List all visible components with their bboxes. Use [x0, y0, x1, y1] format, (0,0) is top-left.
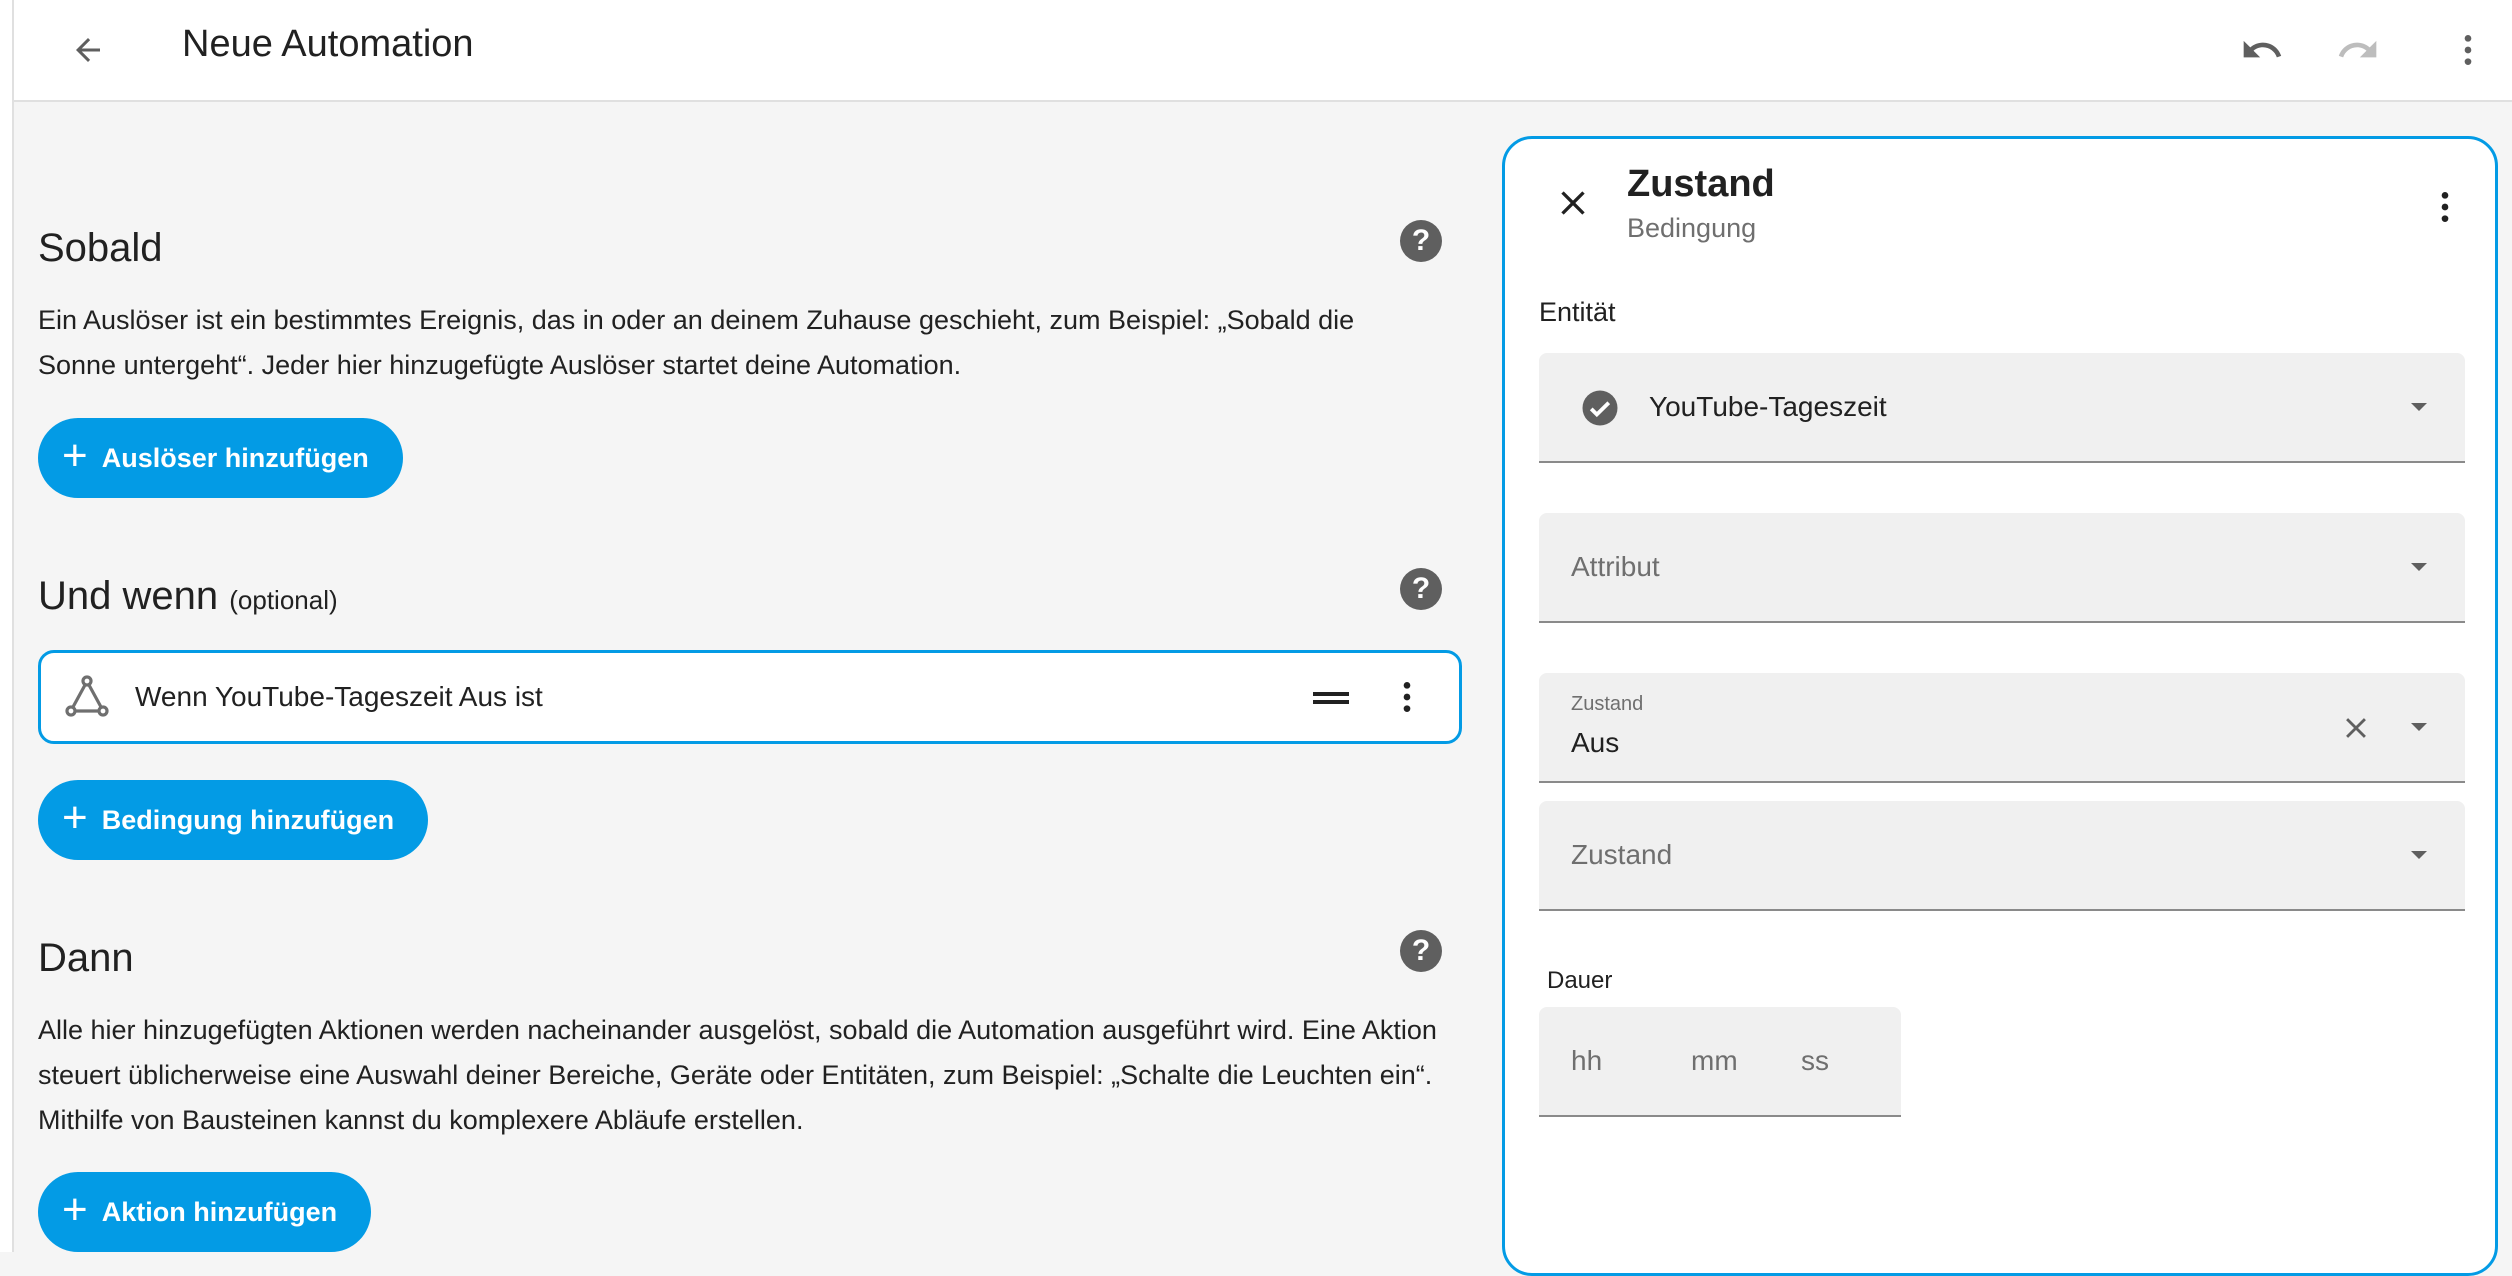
condition-label: Wenn YouTube-Tageszeit Aus ist	[135, 681, 543, 712]
add-trigger-button[interactable]	[38, 418, 403, 498]
dots-vertical-icon	[2448, 30, 2488, 70]
duration-label: Dauer	[1547, 967, 1613, 994]
panel-subtitle: Bedingung	[1627, 213, 1757, 243]
attribute-placeholder: Attribut	[1571, 551, 1660, 582]
condition-editor-panel	[1502, 136, 2498, 1276]
chevron-down-icon	[2411, 723, 2427, 731]
duration-seconds[interactable]: ss	[1801, 1045, 1829, 1076]
state2-select[interactable]	[1539, 801, 2465, 911]
attribute-select[interactable]	[1539, 513, 2465, 623]
actions-heading: Dann	[38, 936, 134, 980]
conditions-help-icon[interactable]: ?	[1400, 568, 1442, 610]
plus-icon: +	[62, 793, 88, 842]
duration-input[interactable]	[1539, 1007, 1901, 1117]
arrow-left-icon	[70, 32, 106, 68]
top-app-bar	[14, 0, 2512, 102]
chevron-down-icon	[2411, 563, 2427, 571]
conditions-optional: (optional)	[229, 585, 338, 615]
redo-button[interactable]	[2328, 20, 2388, 80]
add-condition-button[interactable]	[38, 780, 428, 860]
automation-editor	[14, 102, 1494, 1252]
add-action-label: Aktion hinzufügen	[101, 1196, 338, 1227]
condition-menu-icon[interactable]	[1387, 677, 1427, 717]
check-circle-icon	[1579, 387, 1621, 429]
triggers-heading: Sobald	[38, 226, 163, 270]
entity-picker[interactable]	[1539, 353, 2465, 463]
triggers-help-icon[interactable]: ?	[1400, 220, 1442, 262]
clear-icon[interactable]	[2339, 711, 2373, 745]
plus-icon: +	[62, 1185, 88, 1234]
state2-placeholder: Zustand	[1571, 839, 1673, 870]
close-panel-button[interactable]	[1545, 175, 1601, 231]
add-condition-label: Bedingung hinzufügen	[101, 804, 395, 835]
panel-menu-button[interactable]	[2417, 179, 2473, 235]
state-condition-icon	[63, 673, 111, 721]
duration-minutes[interactable]: mm	[1691, 1045, 1738, 1076]
undo-button[interactable]	[2232, 20, 2292, 80]
conditions-title: Und wenn	[38, 574, 219, 618]
chevron-down-icon	[2411, 851, 2427, 859]
condition-row[interactable]	[38, 650, 1462, 744]
state-value: Aus	[1571, 727, 1620, 758]
redo-icon	[2336, 28, 2380, 72]
triggers-description: Ein Auslöser ist ein bestimmtes Ereignis, das in oder an deinem Zuhause geschieht, zum Beispiel: „Sobald die Sonne untergeht“. Jeder hier hinzugefügte Auslöser startet deine Automation.	[38, 305, 1355, 380]
panel-title: Zustand	[1627, 163, 1775, 205]
chevron-down-icon	[2411, 403, 2427, 411]
conditions-heading	[38, 572, 338, 624]
add-action-button[interactable]	[38, 1172, 371, 1252]
left-rail	[0, 0, 14, 1252]
back-button[interactable]	[60, 22, 116, 78]
plus-icon: +	[62, 431, 88, 480]
actions-help-icon[interactable]: ?	[1400, 930, 1442, 972]
overflow-menu-button[interactable]	[2438, 20, 2498, 80]
dots-vertical-icon	[2425, 187, 2465, 227]
actions-description: Alle hier hinzugefügten Aktionen werden nacheinander ausgelöst, sobald die Automation ausgeführt wird. Eine Aktion steuert üblicherweise eine Auswahl deiner Bereiche, Geräte oder Entitäten, zum Beispiel: „Schalte die Leuchten ein“. Mithilfe von Bausteinen kannst du komplexere Abläufe erstellen.	[38, 1015, 1437, 1135]
page-title: Neue Automation	[182, 23, 474, 65]
entity-value: YouTube-Tageszeit	[1649, 391, 1887, 422]
undo-icon	[2240, 28, 2284, 72]
close-icon	[1553, 183, 1593, 223]
add-trigger-label: Auslöser hinzufügen	[101, 442, 369, 473]
state-field-label: Zustand	[1571, 693, 1644, 715]
state-select[interactable]	[1539, 673, 2465, 783]
duration-hours[interactable]: hh	[1571, 1045, 1603, 1076]
drag-handle-icon[interactable]	[1311, 682, 1351, 714]
entity-label: Entität	[1539, 297, 1616, 327]
